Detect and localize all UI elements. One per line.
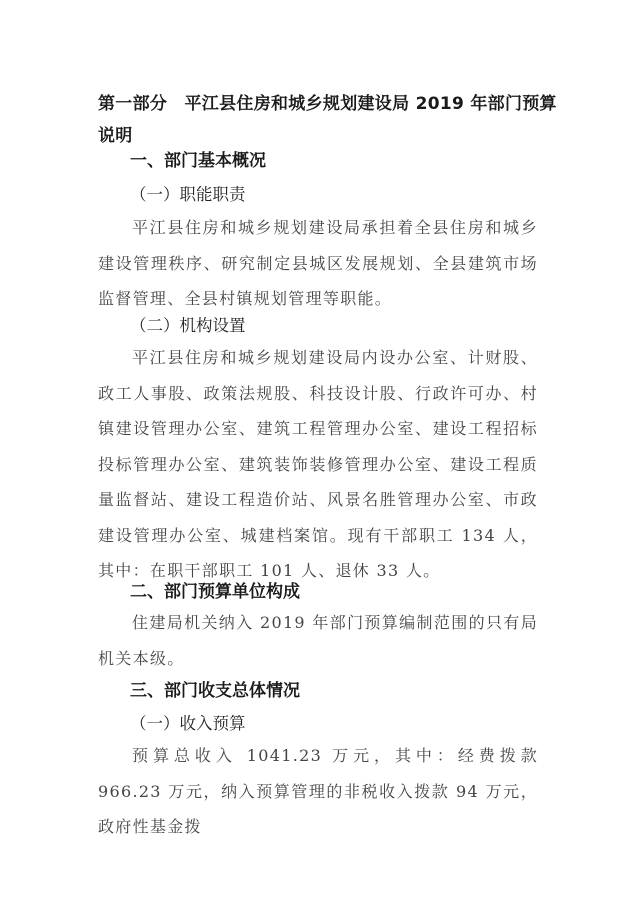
- subsection-heading-organization: （二）机构设置: [130, 316, 246, 335]
- document-title: 第一部分 平江县住房和城乡规划建设局 2019 年部门预算说明: [98, 94, 557, 146]
- section-heading-basic-overview: 一、部门基本概况: [130, 151, 266, 171]
- paragraph-functions: 平江县住房和城乡规划建设局承担着全县住房和城乡建设管理秩序、研究制定县城区发展规划、全县建筑市场监督管理、全县村镇规划管理等职能。: [98, 218, 538, 308]
- subsection-heading-revenue-budget: （一）收入预算: [130, 714, 246, 733]
- paragraph-organization: 平江县住房和城乡规划建设局内设办公室、计财股、政工人事股、政策法规股、科技设计股、行政许可办、村镇建设管理办公室、建筑工程管理办公室、建设工程招标投标管理办公室、建筑装饰装修管理办公室、建设工程质量监督站、建设工程造价站、风景名胜管理办公室、市政建设管理办公室、城建档案馆。现有干部职工 134 人，其中：在职干部职工 101 人、退休 33 人。: [98, 348, 538, 580]
- section-heading-revenue-expenditure: 三、部门收支总体情况: [130, 681, 300, 701]
- section-heading-budget-units: 二、部门预算单位构成: [130, 582, 300, 602]
- paragraph-budget-units: 住建局机关纳入 2019 年部门预算编制范围的只有局机关本级。: [98, 613, 538, 668]
- paragraph-revenue-budget: 预算总收入 1041.23 万元，其中：经费拨款 966.23 万元，纳入预算管理的非税收入拨款 94 万元，政府性基金拨: [98, 746, 538, 836]
- subsection-heading-functions: （一）职能职责: [130, 185, 246, 204]
